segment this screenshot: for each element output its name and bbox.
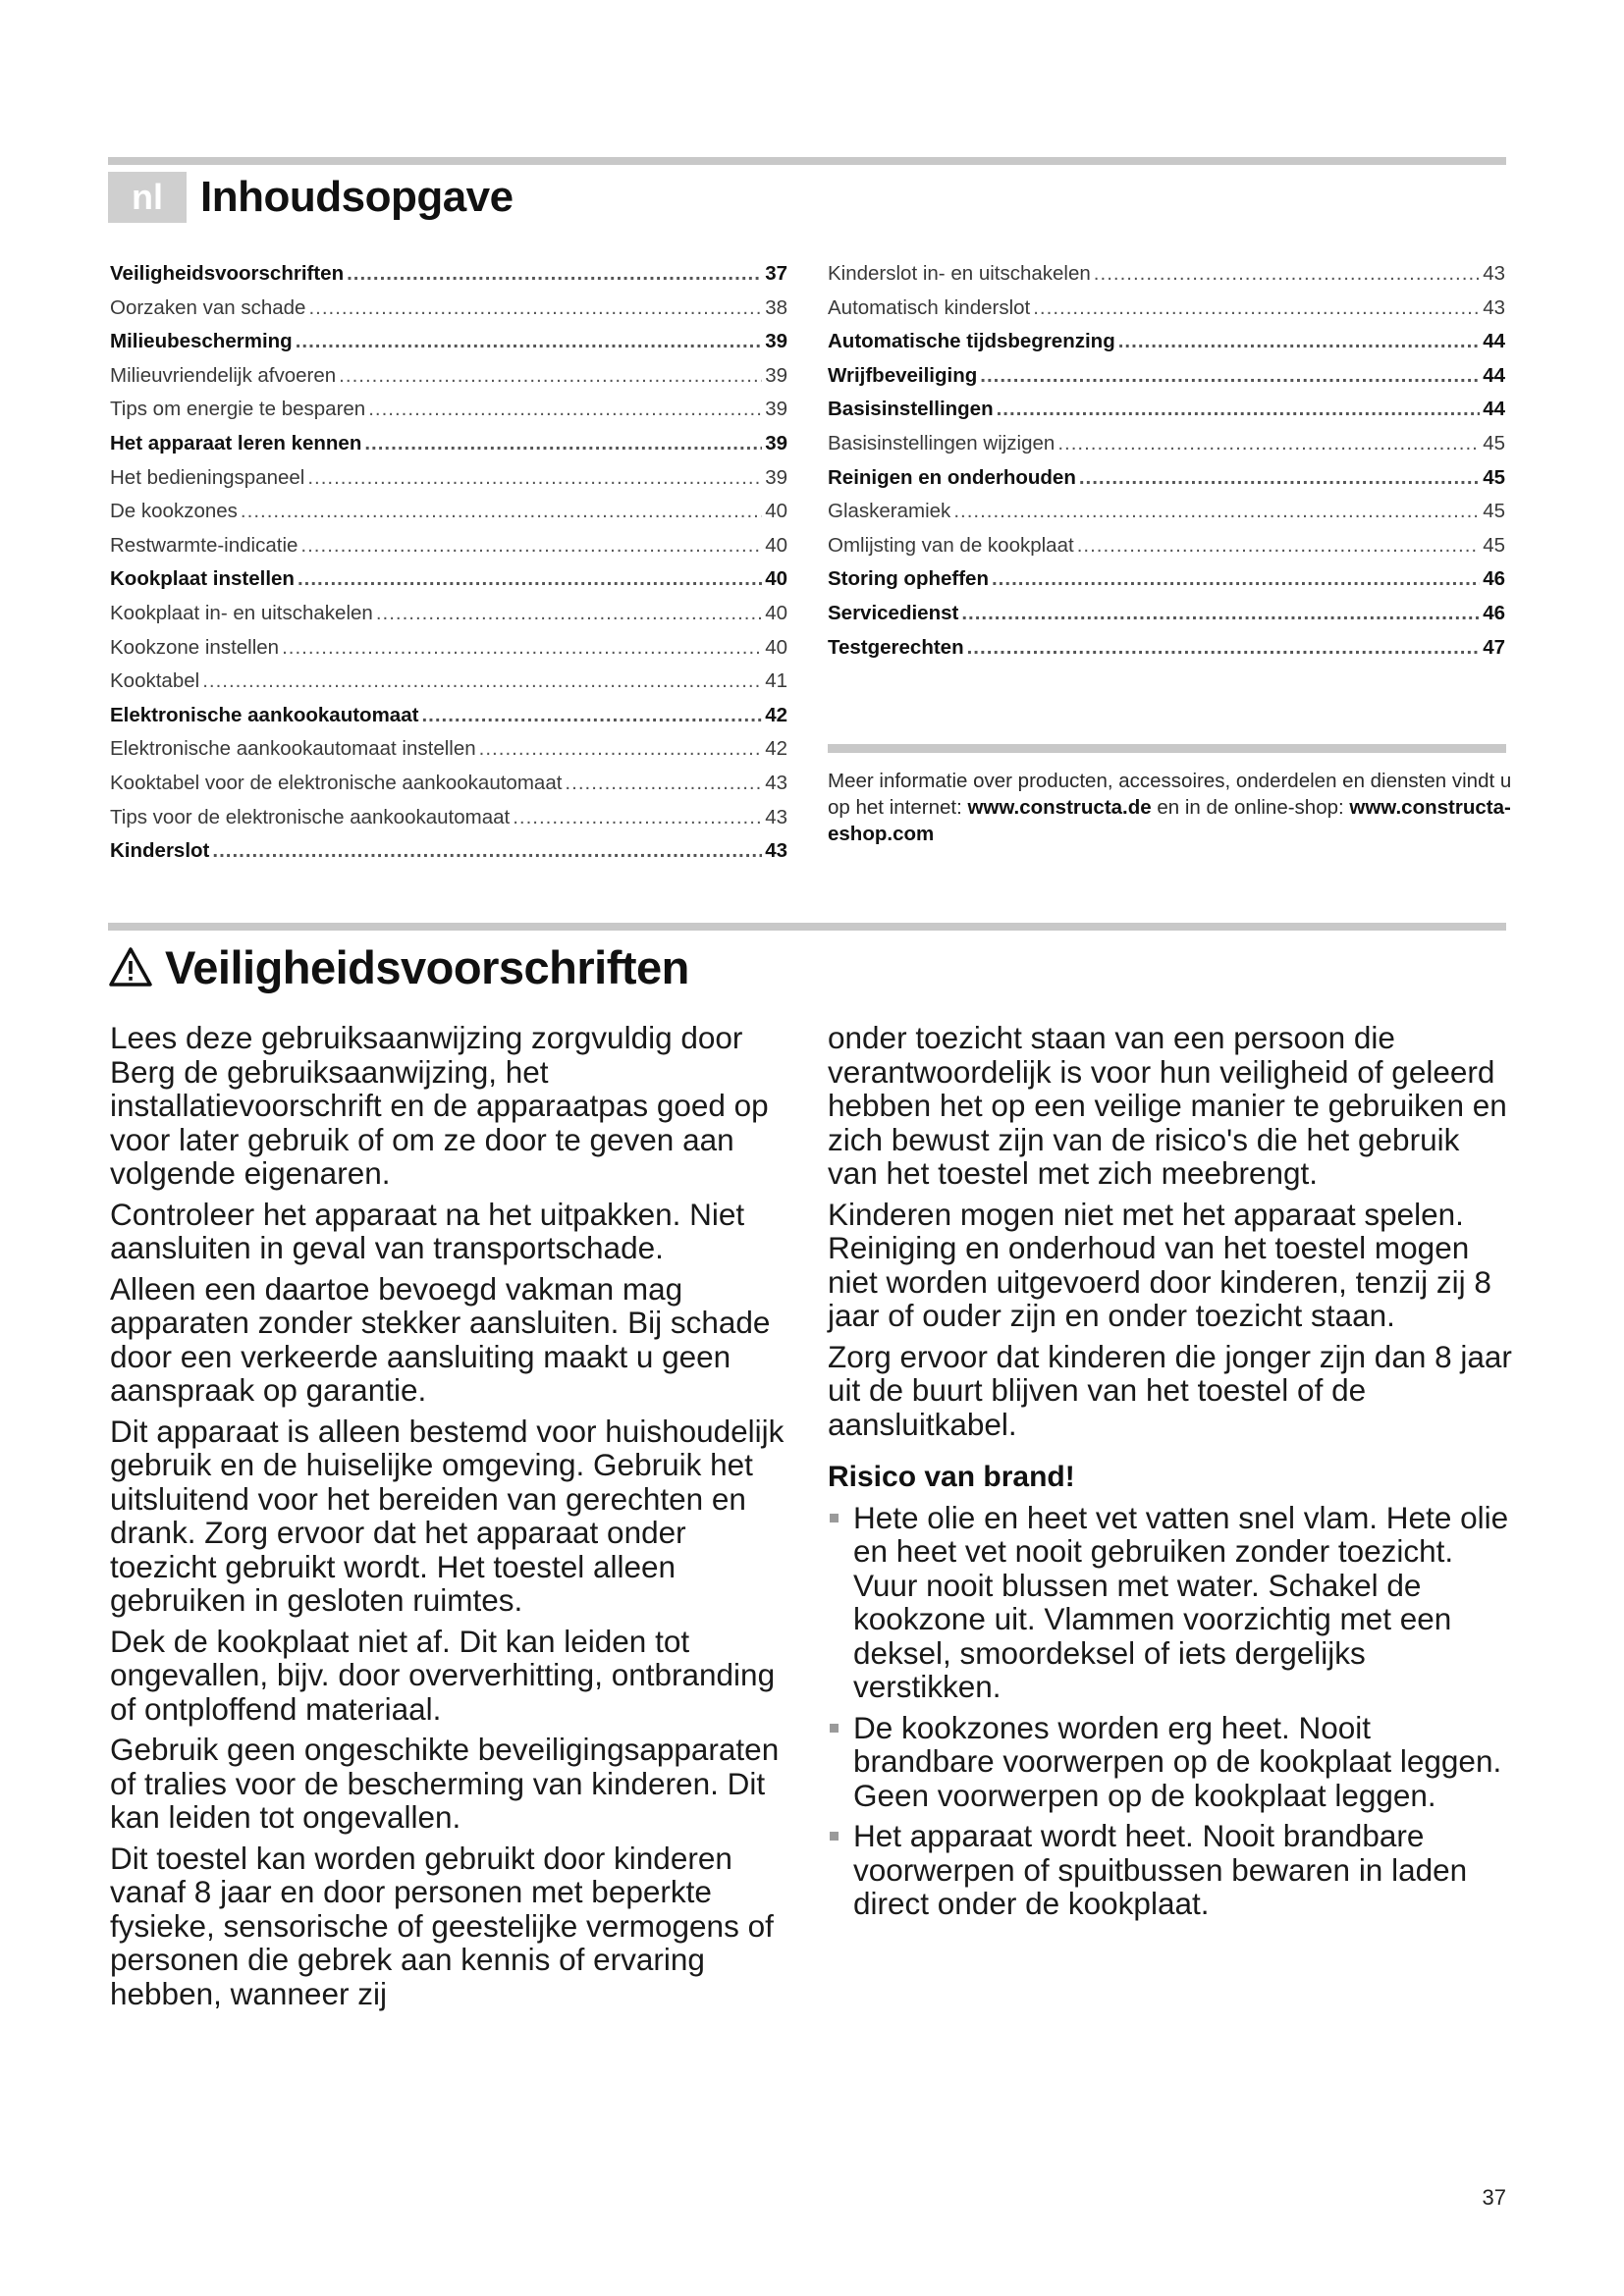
toc-entry[interactable] <box>110 529 787 563</box>
toc-entry-label: Testgerechten <box>828 635 964 659</box>
toc-entry-label: Storing opheffen <box>828 567 989 591</box>
body-paragraph: Dit apparaat is alleen bestemd voor huishoudelijk gebruik en de huiselijke omgeving. Gebruik het uitsluitend voor het bereiden van gerechten en drank. Zorg ervoor dat het apparaat onder toezicht gebruikt wordt. Het toestel alleen gebruiken in gesloten ruimtes. <box>110 1413 785 1618</box>
toc-entry-label: Tips voor de elektronische aankookautomaat <box>110 805 511 828</box>
toc-leader-dots <box>1033 292 1480 326</box>
toc-entry[interactable] <box>110 495 787 529</box>
toc-entry-page: 43 <box>765 805 787 828</box>
body-right-column <box>828 1021 1515 1928</box>
toc-entry[interactable] <box>110 801 787 835</box>
toc-leader-dots <box>997 393 1481 427</box>
toc-entry-page: 42 <box>765 703 787 726</box>
toc-entry-page: 46 <box>1483 567 1505 591</box>
toc-entry[interactable] <box>110 461 787 496</box>
fire-risk-item <box>828 1819 1515 1921</box>
website-link[interactable]: www.constructa.de <box>967 796 1152 819</box>
page-number: 37 <box>1482 2185 1506 2210</box>
toc-entry-page: 39 <box>765 363 787 387</box>
toc-entry[interactable] <box>110 834 787 869</box>
toc-leader-dots <box>565 767 762 801</box>
toc-entry[interactable] <box>828 393 1505 427</box>
toc-entry-label: Het bedieningspaneel <box>110 465 305 489</box>
top-rule <box>108 157 1506 165</box>
section-header <box>108 933 689 1001</box>
toc-entry-label: Kookzone instellen <box>110 635 280 659</box>
toc-entry-label: Reinigen en onderhouden <box>828 465 1076 489</box>
more-info-text: Meer informatie over producten, accessoires, onderdelen en diensten vindt u op het internet: <box>828 770 1512 819</box>
toc-entry[interactable] <box>828 631 1505 666</box>
toc-leader-dots <box>1118 325 1480 359</box>
toc-leader-dots <box>308 292 762 326</box>
toc-entry[interactable] <box>828 257 1505 292</box>
toc-leader-dots <box>961 597 1480 631</box>
toc-entry-page: 40 <box>765 635 787 659</box>
toc-entry-page: 46 <box>1483 601 1505 624</box>
body-left-column <box>110 1021 797 2017</box>
toc-entry[interactable] <box>110 631 787 666</box>
toc-leader-dots <box>307 461 762 496</box>
toc-entry-page: 42 <box>765 737 787 761</box>
toc-entry-page: 38 <box>765 295 787 319</box>
toc-entry-page: 44 <box>1483 363 1505 387</box>
fire-risk-text: De kookzones worden erg heet. Nooit brandbare voorwerpen op de kookplaat leggen. Geen voorwerpen op de kookplaat leggen. <box>853 1709 1502 1813</box>
toc-entry-label: Oorzaken van schade <box>110 295 306 319</box>
fire-risk-item <box>828 1711 1515 1813</box>
toc-leader-dots <box>992 562 1480 597</box>
square-bullet-icon <box>830 1724 839 1733</box>
toc-leader-dots <box>368 393 762 427</box>
warning-triangle-icon <box>108 946 153 988</box>
toc-entry-page: 43 <box>1483 262 1505 285</box>
square-bullet-icon <box>830 1514 839 1522</box>
toc-entry-label: Kinderslot in- en uitschakelen <box>828 262 1091 285</box>
toc-entry-page: 47 <box>1483 635 1505 659</box>
toc-entry-label: Automatisch kinderslot <box>828 295 1031 319</box>
toc-leader-dots <box>347 257 762 292</box>
fire-risk-item <box>828 1501 1515 1704</box>
toc-entry-page: 45 <box>1483 500 1505 523</box>
toc-entry[interactable] <box>110 427 787 461</box>
toc-entry[interactable] <box>110 325 787 359</box>
toc-leader-dots <box>298 562 762 597</box>
toc-leader-dots <box>421 699 762 733</box>
fire-risk-text: Hete olie en heet vet vatten snel vlam. Hete olie en heet vet nooit gebruiken zonder toezicht. Vuur nooit blussen met water. Schakel de kookzone uit. Vlammen voorzichtig met een deksel, smoordeksel of iets dergelijks verstikken. <box>853 1499 1509 1704</box>
toc-entry-page: 43 <box>765 839 787 863</box>
toc-entry[interactable] <box>110 292 787 326</box>
toc-entry[interactable] <box>110 767 787 801</box>
toc-entry-label: Omlijsting van de kookplaat <box>828 533 1074 557</box>
toc-entry-page: 39 <box>765 431 787 454</box>
toc-entry-label: Milieuvriendelijk afvoeren <box>110 363 337 387</box>
toc-leader-dots <box>1057 427 1480 461</box>
toc-entry[interactable] <box>110 665 787 699</box>
language-badge: nl <box>108 172 187 223</box>
body-paragraph: Gebruik geen ongeschikte beveiligingsapparaten of tralies voor de bescherming van kinderen. Dit kan leiden tot ongevallen. <box>110 1732 780 1835</box>
toc-entry[interactable] <box>828 461 1505 496</box>
toc-entry-page: 40 <box>765 533 787 557</box>
fire-risk-text: Het apparaat wordt heet. Nooit brandbare voorwerpen of spuitbussen bewaren in laden direct onder de kookplaat. <box>853 1818 1468 1921</box>
toc-leader-dots <box>1094 257 1480 292</box>
toc-right-column <box>828 257 1505 665</box>
body-paragraph: Zorg ervoor dat kinderen die jonger zijn dan 8 jaar uit de buurt blijven van het toestel of de aansluitkabel. <box>828 1338 1512 1442</box>
body-paragraph: Controleer het apparaat na het uitpakken. Niet aansluiten in geval van transportschade. <box>110 1196 745 1265</box>
toc-entry[interactable] <box>110 732 787 767</box>
toc-title: Inhoudsopgave <box>200 173 514 221</box>
toc-entry[interactable] <box>828 292 1505 326</box>
toc-leader-dots <box>980 359 1480 394</box>
toc-entry-label: Basisinstellingen <box>828 398 994 421</box>
eshop-link[interactable]: www.constructa-eshop.com <box>828 796 1511 845</box>
toc-leader-dots <box>339 359 762 394</box>
toc-entry[interactable] <box>110 597 787 631</box>
info-rule <box>828 744 1506 753</box>
toc-leader-dots <box>300 529 762 563</box>
toc-entry-page: 40 <box>765 500 787 523</box>
toc-entry-label: Glaskeramiek <box>828 500 951 523</box>
more-info <box>828 768 1515 847</box>
toc-leader-dots <box>953 495 1480 529</box>
toc-entry[interactable] <box>828 562 1505 597</box>
toc-entry[interactable] <box>110 393 787 427</box>
toc-entry-label: Kookplaat in- en uitschakelen <box>110 601 373 624</box>
toc-left-column <box>110 257 787 869</box>
toc-entry[interactable] <box>828 359 1505 394</box>
toc-leader-dots <box>296 325 763 359</box>
fire-risk-list <box>828 1501 1515 1921</box>
toc-header <box>108 170 514 225</box>
body-paragraph: Kinderen mogen niet met het apparaat spelen. Reiniging en onderhoud van het toestel mogen niet worden uitgevoerd door kinderen, tenzij zij 8 jaar of ouder zijn en onder toezicht staan. <box>828 1196 1491 1333</box>
body-paragraph: Alleen een daartoe bevoegd vakman mag apparaten zonder stekker aansluiten. Bij schade door een verkeerde aansluiting maakt u geen aanspraak op garantie. <box>110 1270 771 1408</box>
toc-leader-dots <box>376 597 762 631</box>
toc-entry-page: 39 <box>765 330 787 353</box>
toc-entry-label: Elektronische aankookautomaat <box>110 703 419 726</box>
toc-entry-page: 43 <box>1483 295 1505 319</box>
toc-entry-label: Servicedienst <box>828 601 959 624</box>
toc-entry-page: 41 <box>765 669 787 693</box>
toc-leader-dots <box>513 801 762 835</box>
fire-risk-heading: Risico van brand! <box>828 1461 1075 1493</box>
more-info-text-2: en in de online-shop: <box>1151 796 1350 819</box>
body-paragraph: Dek de kookplaat niet af. Dit kan leiden tot ongevallen, bijv. door oververhitting, ontbranding of ontploffend materiaal. <box>110 1623 776 1727</box>
toc-entry-page: 40 <box>765 567 787 591</box>
toc-entry-page: 40 <box>765 601 787 624</box>
toc-entry-page: 39 <box>765 465 787 489</box>
toc-entry-page: 44 <box>1483 398 1505 421</box>
toc-entry-page: 45 <box>1483 465 1505 489</box>
toc-entry[interactable] <box>110 359 787 394</box>
toc-entry-page: 45 <box>1483 431 1505 454</box>
section-rule <box>108 923 1506 931</box>
toc-entry[interactable] <box>110 257 787 292</box>
toc-entry-label: Elektronische aankookautomaat instellen <box>110 737 476 761</box>
toc-entry-label: De kookzones <box>110 500 238 523</box>
toc-leader-dots <box>282 631 762 666</box>
toc-entry-label: Kooktabel <box>110 669 200 693</box>
toc-entry-label: Milieubescherming <box>110 330 293 353</box>
body-paragraph: onder toezicht staan van een persoon die verantwoordelijk is voor hun veiligheid of geleerd hebben het op een veilige manier te gebruiken en zich bewust zijn van de risico's die het gebruik van het toestel met zich meebrengt. <box>828 1020 1507 1191</box>
toc-entry-page: 39 <box>765 398 787 421</box>
toc-leader-dots <box>1079 461 1480 496</box>
toc-entry[interactable] <box>828 529 1505 563</box>
toc-entry-page: 44 <box>1483 330 1505 353</box>
toc-entry[interactable] <box>828 325 1505 359</box>
toc-entry-label: Tips om energie te besparen <box>110 398 366 421</box>
toc-leader-dots <box>364 427 762 461</box>
toc-entry-label: Kookplaat instellen <box>110 567 295 591</box>
toc-entry-label: Veiligheidsvoorschriften <box>110 262 345 285</box>
toc-entry-label: Kinderslot <box>110 839 210 863</box>
toc-entry-page: 37 <box>765 262 787 285</box>
toc-entry[interactable] <box>110 699 787 733</box>
toc-entry-label: Kooktabel voor de elektronische aankookautomaat <box>110 771 563 794</box>
toc-entry[interactable] <box>828 495 1505 529</box>
toc-entry[interactable] <box>110 562 787 597</box>
toc-entry-label: Basisinstellingen wijzigen <box>828 431 1056 454</box>
square-bullet-icon <box>830 1832 839 1841</box>
toc-entry-label: Automatische tijdsbegrenzing <box>828 330 1115 353</box>
body-paragraph: Lees deze gebruiksaanwijzing zorgvuldig door Berg de gebruiksaanwijzing, het installatievoorschrift en de apparaatpas goed op voor later gebruik of om ze door te geven aan volgende eigenaren. <box>110 1020 769 1191</box>
toc-entry-page: 45 <box>1483 533 1505 557</box>
body-paragraph: Dit toestel kan worden gebruikt door kinderen vanaf 8 jaar en door personen met beperkte fysieke, sensorische of geestelijke vermogens of personen die gebrek aan kennis of ervaring hebben, wanneer zij <box>110 1840 774 2011</box>
toc-entry-label: Het apparaat leren kennen <box>110 431 362 454</box>
toc-leader-dots <box>241 495 762 529</box>
toc-leader-dots <box>1077 529 1481 563</box>
toc-leader-dots <box>479 732 763 767</box>
toc-entry-label: Wrijfbeveiliging <box>828 363 978 387</box>
toc-entry[interactable] <box>828 427 1505 461</box>
toc-leader-dots <box>212 834 762 869</box>
toc-leader-dots <box>967 631 1481 666</box>
toc-entry-page: 43 <box>765 771 787 794</box>
toc-entry[interactable] <box>828 597 1505 631</box>
section-title: Veiligheidsvoorschriften <box>165 940 689 993</box>
toc-leader-dots <box>202 665 762 699</box>
toc-entry-label: Restwarmte-indicatie <box>110 533 298 557</box>
